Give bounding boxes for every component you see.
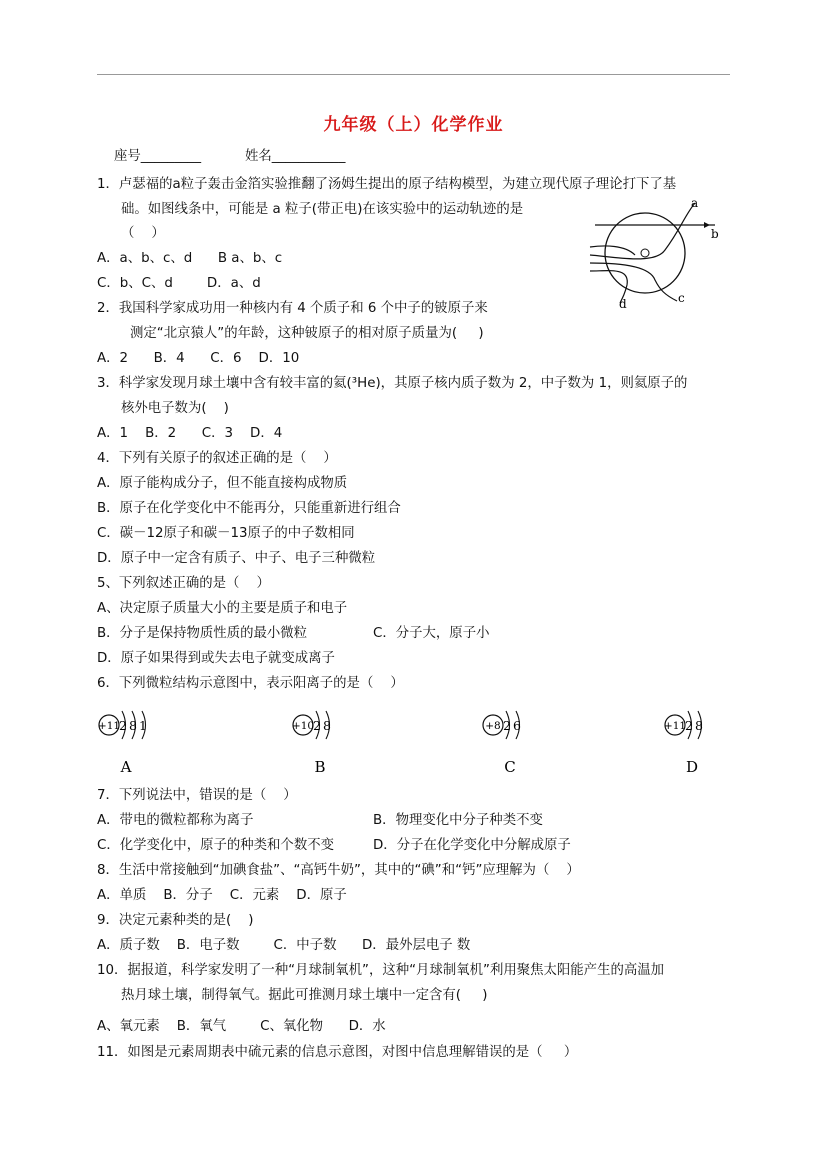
question-8: 8．生活中常接触到“加碘食盐”、“高钙牛奶”，其中的“碘”和“钙”应理解为（ ） [97,863,580,878]
question-3-cont: 核外电子数为( ) [121,401,229,416]
nucleus-charge: +10 [292,720,315,732]
option-line: A．a、b、c、d B a、b、c [97,251,283,266]
option-line: D．原子中一定含有质子、中子、电子三种微粒 [97,551,376,566]
electron-count: 2 [685,718,693,733]
question-7: 7．下列说法中，错误的是（ ） [97,788,297,803]
option-line: C．b、C、d D．a、d [97,276,261,291]
ion-diagram-A [98,708,178,778]
fig-label: c [678,291,685,305]
option-line: A．原子能构成分子，但不能直接构成物质 [97,476,348,491]
question-6: 6．下列微粒结构示意图中，表示阳离子的是（ ） [97,676,404,691]
question-1-cont: 础。如图线条中，可能是 a 粒子(带正电)在该实验中的运动轨迹的是 [121,202,524,217]
electron-count: 2 [503,718,511,733]
option-line: D．原子如果得到或失去电子就变成离子 [97,651,335,666]
electron-count: 2 [313,718,321,733]
top-rule [97,74,730,75]
question-10-cont: 热月球土壤，制得氧气。据此可推测月球土壤中一定含有( ) [121,988,488,1003]
electron-count: 8 [695,718,703,733]
ion-diagram-D [664,708,744,778]
diagram-label: C [504,758,516,776]
option-line: A．带电的微粒都称为离子 [97,813,254,828]
name-field: 姓名___________ [245,149,346,164]
ion-diagram-C [482,708,562,778]
question-1: 1．卢瑟福的a粒子轰击金箔实验推翻了汤姆生提出的原子结构模型，为建立现代原子理论打下了基 [97,177,677,192]
question-11: 11．如图是元素周期表中硫元素的信息示意图，对图中信息理解错误的是（ ） [97,1045,578,1060]
option-line: B．物理变化中分子种类不变 [373,813,543,828]
electron-count: 1 [139,718,147,733]
fig-label: d [619,297,627,311]
electron-count: 8 [323,718,331,733]
rutherford-figure [585,195,725,315]
option-line: A、决定原子质量大小的主要是质子和电子 [97,601,348,616]
question-5: 5、下列叙述正确的是（ ） [97,576,270,591]
diagram-label: A [120,758,132,776]
page-title: 九年级（上）化学作业 [323,115,504,135]
ion-diagram-B [292,708,372,778]
question-9: 9．决定元素种类的是( ) [97,913,254,928]
fig-label: b [711,227,719,241]
question-1-paren: （ ） [121,226,165,241]
question-3: 3．科学家发现月球土壤中含有较丰富的氦(³He)，其原子核内质子数为 2，中子数为 1，则氦原子的 [97,376,688,391]
question-4: 4．下列有关原子的叙述正确的是（ ） [97,451,337,466]
option-line: C．分子大，原子小 [373,626,490,641]
option-line: B．分子是保持物质性质的最小微粒 [97,626,308,641]
nucleus-charge: +8 [485,720,501,732]
question-2: 2．我国科学家成功用一种核内有 4 个质子和 6 个中子的铍原子来 [97,301,488,316]
diagram-label: D [685,758,699,776]
question-2-cont: 测定“北京猿人”的年龄，这种铍原子的相对原子质量为( ) [130,326,484,341]
option-line: A．2 B．4 C．6 D．10 [97,351,300,366]
option-line: A、氧元素 B．氧气 C、氧化物 D．水 [97,1019,386,1034]
option-line: A．1 B．2 C．3 D．4 [97,426,283,441]
electron-count: 2 [119,718,127,733]
option-line: A．单质 B．分子 C．元素 D．原子 [97,888,347,903]
option-line: B．原子在化学变化中不能再分，只能重新进行组合 [97,501,401,516]
fig-label: a [691,196,699,210]
option-line: C．碳－12原子和碳－13原子的中子数相同 [97,526,355,541]
electron-count: 6 [513,718,521,733]
nucleus-charge: +11 [98,720,121,732]
option-line: A．质子数 B．电子数 C．中子数 D．最外层电子 数 [97,938,471,953]
option-line: D．分子在化学变化中分解成原子 [373,838,571,853]
question-10: 10．据报道，科学家发明了一种“月球制氧机”，这种“月球制氧机”利用聚焦太阳能产生的高温加 [97,963,665,978]
seat-field: 座号_________ [114,149,202,164]
electron-count: 8 [129,718,137,733]
nucleus-charge: +11 [664,720,687,732]
diagram-label: B [314,758,326,776]
option-line: C．化学变化中，原子的种类和个数不变 [97,838,334,853]
